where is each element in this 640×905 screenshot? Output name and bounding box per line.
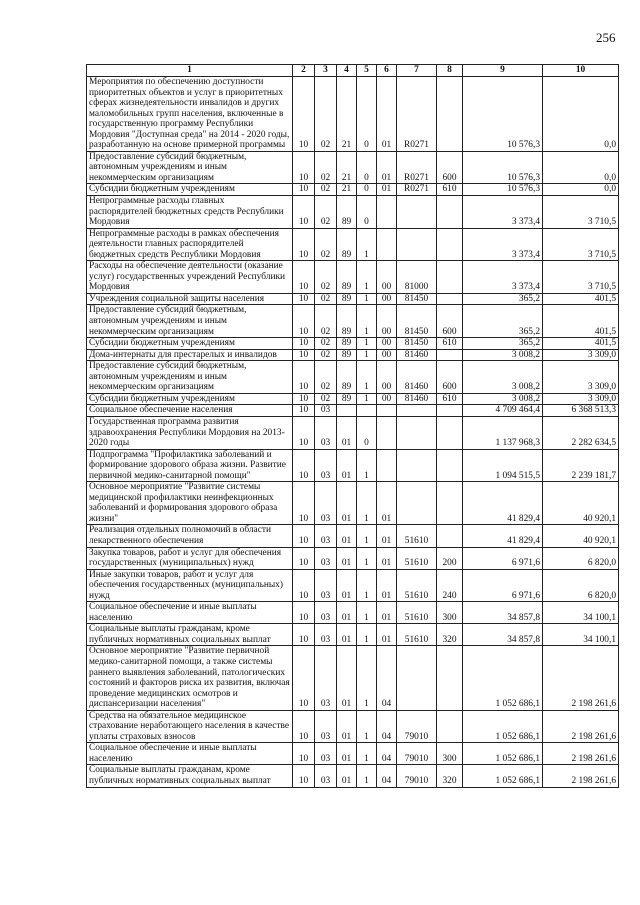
expense-type-cell: [437, 482, 463, 525]
section-cell: 10: [293, 710, 315, 743]
expense-type-cell: 610: [437, 184, 463, 196]
item-name-cell: Дома-интернаты для престарелых и инвалидов: [87, 349, 293, 361]
subprogram-cell: 1: [357, 482, 377, 525]
direction-cell: 79010: [397, 743, 437, 765]
item-name-cell: Основное мероприятие "Развитие системы медицинской профилактики неинфекционных заболеваний и формирования здорового образа жизни": [87, 482, 293, 525]
amount-2019-cell: 3 008,2: [463, 349, 543, 361]
table-row: [87, 338, 619, 350]
expense-type-cell: 610: [437, 393, 463, 405]
amount-2019-cell: 365,2: [463, 305, 543, 338]
section-cell: 10: [293, 228, 315, 261]
amount-2019-cell: 1 094 515,5: [463, 449, 543, 482]
direction-cell: 81460: [397, 349, 437, 361]
table-row: [87, 482, 619, 525]
program-cell: 89: [337, 349, 357, 361]
amount-2020-cell: 0,0: [543, 77, 619, 152]
program-cell: 01: [337, 646, 357, 710]
item-name-cell: Подпрограмма "Профилактика заболеваний и формирование здорового образа жизни. Развитие первичной медико-санитарной помощи": [87, 449, 293, 482]
activity-cell: 01: [377, 569, 397, 602]
direction-cell: 81460: [397, 393, 437, 405]
amount-2020-cell: 3 309,0: [543, 349, 619, 361]
section-cell: 10: [293, 416, 315, 449]
column-header: 1: [87, 65, 293, 77]
direction-cell: 81460: [397, 361, 437, 394]
expense-type-cell: 600: [437, 361, 463, 394]
table-row: [87, 646, 619, 710]
subprogram-cell: 1: [357, 547, 377, 569]
program-cell: 21: [337, 77, 357, 152]
subprogram-cell: 0: [357, 416, 377, 449]
expense-type-cell: 610: [437, 338, 463, 350]
amount-2020-cell: 40 920,1: [543, 482, 619, 525]
subsection-cell: 02: [315, 228, 337, 261]
expense-type-cell: [437, 228, 463, 261]
table-row: [87, 743, 619, 765]
amount-2019-cell: 6 971,6: [463, 569, 543, 602]
program-cell: 21: [337, 184, 357, 196]
subprogram-cell: [357, 405, 377, 417]
amount-2020-cell: 2 239 181,7: [543, 449, 619, 482]
program-cell: 89: [337, 261, 357, 294]
direction-cell: 51610: [397, 547, 437, 569]
direction-cell: [397, 416, 437, 449]
table-row: [87, 293, 619, 305]
expense-type-cell: [437, 405, 463, 417]
direction-cell: 51610: [397, 624, 437, 646]
expense-type-cell: [437, 416, 463, 449]
item-name-cell: Закупка товаров, работ и услуг для обеспечения государственных (муниципальных) нужд: [87, 547, 293, 569]
direction-cell: R0271: [397, 77, 437, 152]
activity-cell: 01: [377, 151, 397, 184]
table-row: [87, 405, 619, 417]
table-row: [87, 416, 619, 449]
activity-cell: 04: [377, 743, 397, 765]
section-cell: 10: [293, 405, 315, 417]
subprogram-cell: 1: [357, 525, 377, 547]
item-name-cell: Субсидии бюджетным учреждениям: [87, 184, 293, 196]
amount-2019-cell: 1 052 686,1: [463, 646, 543, 710]
table-row: [87, 710, 619, 743]
expense-type-cell: [437, 646, 463, 710]
section-cell: 10: [293, 624, 315, 646]
direction-cell: [397, 646, 437, 710]
item-name-cell: Социальное обеспечение и иные выплаты населению: [87, 743, 293, 765]
section-cell: 10: [293, 449, 315, 482]
subsection-cell: 03: [315, 602, 337, 624]
activity-cell: [377, 405, 397, 417]
section-cell: 10: [293, 525, 315, 547]
subsection-cell: 02: [315, 393, 337, 405]
subsection-cell: 02: [315, 361, 337, 394]
amount-2019-cell: 34 857,8: [463, 602, 543, 624]
subprogram-cell: 1: [357, 646, 377, 710]
expense-type-cell: [437, 449, 463, 482]
table-row: [87, 525, 619, 547]
amount-2020-cell: 3 710,5: [543, 196, 619, 229]
activity-cell: 01: [377, 525, 397, 547]
activity-cell: 01: [377, 482, 397, 525]
subsection-cell: 02: [315, 305, 337, 338]
direction-cell: 79010: [397, 710, 437, 743]
direction-cell: 51610: [397, 569, 437, 602]
section-cell: 10: [293, 602, 315, 624]
expense-type-cell: 320: [437, 765, 463, 787]
activity-cell: 04: [377, 710, 397, 743]
amount-2019-cell: 3 373,4: [463, 228, 543, 261]
item-name-cell: Государственная программа развития здравоохранения Республики Мордовия на 2013-2020 годы: [87, 416, 293, 449]
table-row: [87, 305, 619, 338]
program-cell: 01: [337, 547, 357, 569]
amount-2019-cell: 1 137 968,3: [463, 416, 543, 449]
amount-2020-cell: 6 368 513,3: [543, 405, 619, 417]
amount-2020-cell: 34 100,1: [543, 624, 619, 646]
section-cell: 10: [293, 184, 315, 196]
expense-type-cell: 300: [437, 743, 463, 765]
table-row: [87, 261, 619, 294]
section-cell: 10: [293, 305, 315, 338]
expense-type-cell: [437, 77, 463, 152]
expense-type-cell: [437, 710, 463, 743]
subprogram-cell: 1: [357, 765, 377, 787]
item-name-cell: Учреждения социальной защиты населения: [87, 293, 293, 305]
column-header: 7: [397, 65, 437, 77]
amount-2019-cell: 10 576,3: [463, 151, 543, 184]
direction-cell: 81450: [397, 305, 437, 338]
amount-2020-cell: 0,0: [543, 151, 619, 184]
section-cell: 10: [293, 349, 315, 361]
amount-2019-cell: 41 829,4: [463, 482, 543, 525]
subsection-cell: 03: [315, 569, 337, 602]
expense-type-cell: [437, 293, 463, 305]
direction-cell: 81450: [397, 338, 437, 350]
item-name-cell: Непрограммные расходы главных распорядителей бюджетных средств Республики Мордовия: [87, 196, 293, 229]
amount-2020-cell: 401,5: [543, 293, 619, 305]
item-name-cell: Средства на обязательное медицинское страхование неработающего населения в качестве уплаты страховых взносов: [87, 710, 293, 743]
amount-2020-cell: 2 198 261,6: [543, 743, 619, 765]
table-row: [87, 228, 619, 261]
table-row: [87, 624, 619, 646]
amount-2019-cell: 1 052 686,1: [463, 743, 543, 765]
amount-2020-cell: 40 920,1: [543, 525, 619, 547]
expense-type-cell: [437, 349, 463, 361]
table-row: [87, 547, 619, 569]
expense-type-cell: 200: [437, 547, 463, 569]
activity-cell: 01: [377, 624, 397, 646]
program-cell: 89: [337, 305, 357, 338]
expense-type-cell: [437, 525, 463, 547]
amount-2020-cell: 2 198 261,6: [543, 646, 619, 710]
expense-type-cell: 320: [437, 624, 463, 646]
activity-cell: [377, 416, 397, 449]
column-header: 8: [437, 65, 463, 77]
subprogram-cell: 1: [357, 228, 377, 261]
subsection-cell: 03: [315, 765, 337, 787]
column-header: 2: [293, 65, 315, 77]
section-cell: 10: [293, 151, 315, 184]
section-cell: 10: [293, 261, 315, 294]
item-name-cell: Непрограммные расходы в рамках обеспечения деятельности главных распорядителей бюджетных средств Республики Мордовия: [87, 228, 293, 261]
amount-2020-cell: 3 710,5: [543, 228, 619, 261]
activity-cell: 00: [377, 338, 397, 350]
table-row: [87, 77, 619, 152]
subprogram-cell: 1: [357, 261, 377, 294]
amount-2019-cell: 365,2: [463, 338, 543, 350]
item-name-cell: Расходы на обеспечение деятельности (оказание услуг) государственных учреждений Республики Мордовия: [87, 261, 293, 294]
table-row: [87, 196, 619, 229]
item-name-cell: Мероприятия по обеспечению доступности приоритетных объектов и услуг в приоритетных сферах жизнедеятельности инвалидов и других маломобильных групп населения, включенные в государственную программу Республики Мордовия "Доступная среда" на 2014 - 2020 годы, разработанную на основе примерной программы: [87, 77, 293, 152]
subsection-cell: 03: [315, 449, 337, 482]
subprogram-cell: 1: [357, 361, 377, 394]
section-cell: 10: [293, 482, 315, 525]
subsection-cell: 02: [315, 349, 337, 361]
amount-2019-cell: 4 709 464,4: [463, 405, 543, 417]
subsection-cell: 02: [315, 338, 337, 350]
amount-2019-cell: 3 373,4: [463, 196, 543, 229]
subprogram-cell: 1: [357, 349, 377, 361]
subsection-cell: 02: [315, 196, 337, 229]
subprogram-cell: 1: [357, 293, 377, 305]
program-cell: 01: [337, 525, 357, 547]
activity-cell: 01: [377, 184, 397, 196]
activity-cell: 00: [377, 361, 397, 394]
section-cell: 10: [293, 77, 315, 152]
expense-type-cell: 600: [437, 151, 463, 184]
subsection-cell: 03: [315, 624, 337, 646]
item-name-cell: Социальное обеспечение населения: [87, 405, 293, 417]
activity-cell: 00: [377, 349, 397, 361]
program-cell: 89: [337, 196, 357, 229]
item-name-cell: Предоставление субсидий бюджетным, автономным учреждениям и иным некоммерческим организациям: [87, 305, 293, 338]
amount-2020-cell: 0,0: [543, 184, 619, 196]
program-cell: 01: [337, 482, 357, 525]
item-name-cell: Реализация отдельных полномочий в области лекарственного обеспечения: [87, 525, 293, 547]
subprogram-cell: 1: [357, 449, 377, 482]
amount-2020-cell: 3 309,0: [543, 393, 619, 405]
column-header: 9: [463, 65, 543, 77]
subprogram-cell: 1: [357, 743, 377, 765]
subsection-cell: 03: [315, 416, 337, 449]
direction-cell: [397, 196, 437, 229]
amount-2020-cell: 3 710,5: [543, 261, 619, 294]
activity-cell: 00: [377, 293, 397, 305]
expense-type-cell: [437, 196, 463, 229]
activity-cell: 00: [377, 261, 397, 294]
table-row: [87, 569, 619, 602]
amount-2019-cell: 10 576,3: [463, 184, 543, 196]
program-cell: 89: [337, 361, 357, 394]
table-row: [87, 602, 619, 624]
subsection-cell: 03: [315, 743, 337, 765]
section-cell: 10: [293, 646, 315, 710]
activity-cell: 01: [377, 77, 397, 152]
section-cell: 10: [293, 547, 315, 569]
section-cell: 10: [293, 338, 315, 350]
item-name-cell: Основное мероприятие "Развитие первичной медико-санитарной помощи, а также системы раннего выявления заболеваний, патологических состояний и факторов риска их развития, включая проведение медицинских осмотров и диспансеризации населения": [87, 646, 293, 710]
table-row: [87, 361, 619, 394]
amount-2019-cell: 34 857,8: [463, 624, 543, 646]
program-cell: 01: [337, 624, 357, 646]
subprogram-cell: 1: [357, 338, 377, 350]
program-cell: 01: [337, 743, 357, 765]
subsection-cell: 03: [315, 405, 337, 417]
amount-2019-cell: 365,2: [463, 293, 543, 305]
expense-type-cell: [437, 261, 463, 294]
item-name-cell: Иные закупки товаров, работ и услуг для обеспечения государственных (муниципальных) нужд: [87, 569, 293, 602]
subprogram-cell: 1: [357, 602, 377, 624]
subprogram-cell: 0: [357, 77, 377, 152]
item-name-cell: Предоставление субсидий бюджетным, автономным учреждениям и иным некоммерческим организациям: [87, 151, 293, 184]
amount-2019-cell: 41 829,4: [463, 525, 543, 547]
program-cell: [337, 405, 357, 417]
program-cell: 01: [337, 602, 357, 624]
item-name-cell: Социальные выплаты гражданам, кроме публичных нормативных социальных выплат: [87, 624, 293, 646]
activity-cell: 01: [377, 602, 397, 624]
activity-cell: 04: [377, 646, 397, 710]
program-cell: 01: [337, 449, 357, 482]
column-header: 10: [543, 65, 619, 77]
amount-2020-cell: 2 198 261,6: [543, 765, 619, 787]
amount-2019-cell: 3 373,4: [463, 261, 543, 294]
direction-cell: [397, 449, 437, 482]
amount-2020-cell: 401,5: [543, 338, 619, 350]
subprogram-cell: 0: [357, 151, 377, 184]
subprogram-cell: 0: [357, 184, 377, 196]
amount-2019-cell: 10 576,3: [463, 77, 543, 152]
amount-2020-cell: 401,5: [543, 305, 619, 338]
direction-cell: [397, 482, 437, 525]
expense-type-cell: 240: [437, 569, 463, 602]
table-row: [87, 184, 619, 196]
item-name-cell: Социальные выплаты гражданам, кроме публичных нормативных социальных выплат: [87, 765, 293, 787]
subprogram-cell: 1: [357, 710, 377, 743]
program-cell: 01: [337, 765, 357, 787]
program-cell: 89: [337, 393, 357, 405]
amount-2020-cell: 34 100,1: [543, 602, 619, 624]
section-cell: 10: [293, 393, 315, 405]
direction-cell: 51610: [397, 602, 437, 624]
program-cell: 01: [337, 710, 357, 743]
subsection-cell: 02: [315, 151, 337, 184]
subsection-cell: 02: [315, 184, 337, 196]
subsection-cell: 02: [315, 293, 337, 305]
amount-2019-cell: 3 008,2: [463, 393, 543, 405]
section-cell: 10: [293, 361, 315, 394]
direction-cell: [397, 228, 437, 261]
direction-cell: R0271: [397, 151, 437, 184]
page-number: 256: [596, 30, 616, 45]
section-cell: 10: [293, 743, 315, 765]
item-name-cell: Субсидии бюджетным учреждениям: [87, 393, 293, 405]
subsection-cell: 02: [315, 77, 337, 152]
subsection-cell: 03: [315, 646, 337, 710]
subsection-cell: 03: [315, 525, 337, 547]
program-cell: 01: [337, 416, 357, 449]
direction-cell: R0271: [397, 184, 437, 196]
subprogram-cell: 1: [357, 393, 377, 405]
amount-2019-cell: 1 052 686,1: [463, 710, 543, 743]
amount-2020-cell: 2 282 634,5: [543, 416, 619, 449]
table-row: [87, 449, 619, 482]
amount-2020-cell: 6 820,0: [543, 547, 619, 569]
subsection-cell: 02: [315, 261, 337, 294]
amount-2019-cell: 3 008,2: [463, 361, 543, 394]
direction-cell: [397, 405, 437, 417]
section-cell: 10: [293, 569, 315, 602]
program-cell: 01: [337, 569, 357, 602]
direction-cell: 81450: [397, 293, 437, 305]
budget-table: [86, 64, 619, 788]
direction-cell: 81000: [397, 261, 437, 294]
column-header: 4: [337, 65, 357, 77]
expense-type-cell: 600: [437, 305, 463, 338]
activity-cell: 00: [377, 305, 397, 338]
section-cell: 10: [293, 765, 315, 787]
subprogram-cell: 1: [357, 305, 377, 338]
section-cell: 10: [293, 196, 315, 229]
table-row: [87, 349, 619, 361]
amount-2019-cell: 1 052 686,1: [463, 765, 543, 787]
direction-cell: 79010: [397, 765, 437, 787]
amount-2020-cell: 6 820,0: [543, 569, 619, 602]
activity-cell: 01: [377, 547, 397, 569]
table-row: [87, 765, 619, 787]
subprogram-cell: 1: [357, 624, 377, 646]
column-header: 3: [315, 65, 337, 77]
subsection-cell: 03: [315, 547, 337, 569]
expense-type-cell: 300: [437, 602, 463, 624]
direction-cell: 51610: [397, 525, 437, 547]
activity-cell: [377, 196, 397, 229]
program-cell: 21: [337, 151, 357, 184]
table-body: [87, 77, 619, 788]
item-name-cell: Предоставление субсидий бюджетным, автономным учреждениям и иным некоммерческим организациям: [87, 361, 293, 394]
section-cell: 10: [293, 293, 315, 305]
item-name-cell: Субсидии бюджетным учреждениям: [87, 338, 293, 350]
subprogram-cell: 1: [357, 569, 377, 602]
activity-cell: [377, 449, 397, 482]
table-row: [87, 151, 619, 184]
subsection-cell: 03: [315, 482, 337, 525]
activity-cell: [377, 228, 397, 261]
amount-2019-cell: 6 971,6: [463, 547, 543, 569]
program-cell: 89: [337, 338, 357, 350]
activity-cell: 04: [377, 765, 397, 787]
item-name-cell: Социальное обеспечение и иные выплаты населению: [87, 602, 293, 624]
table-row: [87, 393, 619, 405]
program-cell: 89: [337, 293, 357, 305]
table-header: [87, 65, 619, 77]
subprogram-cell: 0: [357, 196, 377, 229]
column-header: 6: [377, 65, 397, 77]
program-cell: 89: [337, 228, 357, 261]
subsection-cell: 03: [315, 710, 337, 743]
amount-2020-cell: 3 309,0: [543, 361, 619, 394]
activity-cell: 00: [377, 393, 397, 405]
column-header: 5: [357, 65, 377, 77]
amount-2020-cell: 2 198 261,6: [543, 710, 619, 743]
